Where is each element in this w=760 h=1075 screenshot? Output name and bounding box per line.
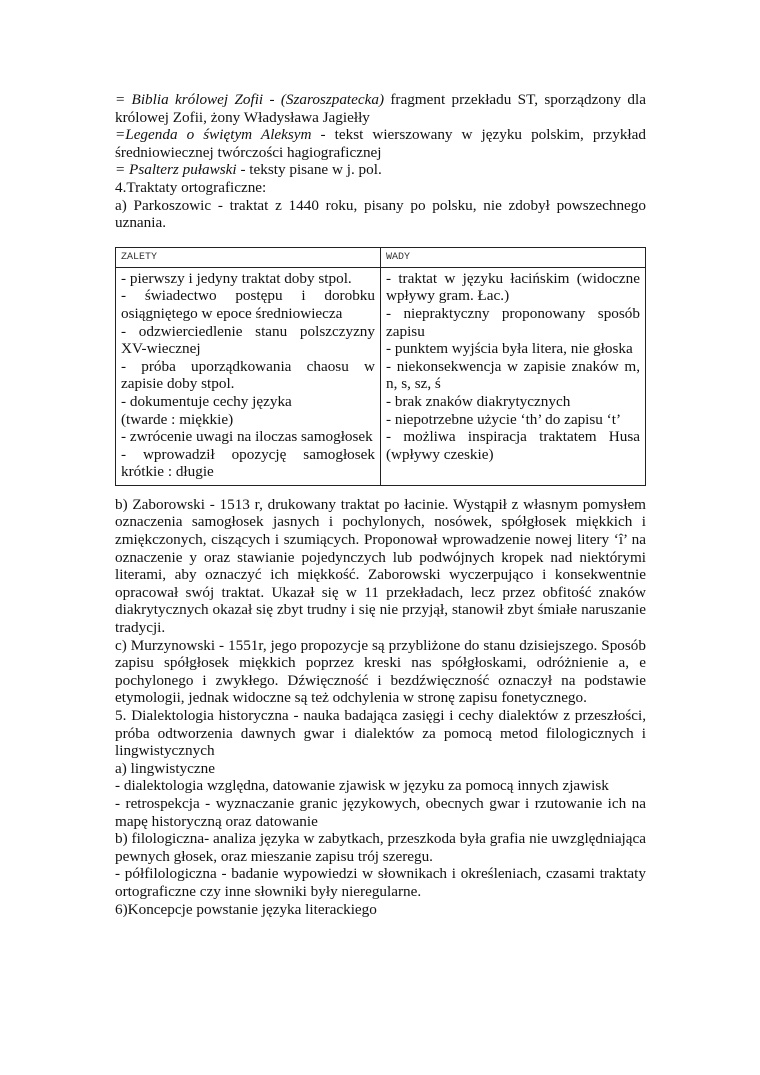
pros-cons-table	[115, 247, 646, 486]
list-item: - świadectwo postępu i dorobku osiągniętego w epoce średniowiecza	[121, 287, 375, 322]
header-zalety: ZALETY	[116, 247, 381, 267]
list-item: - niepotrzebne użycie ‘th’ do zapisu ‘t’	[386, 410, 622, 428]
list-item: - zwrócenie uwagi na iloczas samogłosek	[121, 428, 373, 446]
paragraph-b-zaborowski: b) Zaborowski - 1513 r, drukowany traktat po łacinie. Wystąpił z własnym pomysłem oznaczenia samogłosek jasnych i pochylonych, nosówek, spółgłosek miękkich i zmiękczonych, ciszących i szumiących. Proponował wprowadzenie nowej litery ‘î’ na oznaczenie y oraz stawianie pojedynczych lub podwójnych kropek nad niektórymi literami, aby oznaczyć ich miękkość. Zaborowski wyczerpująco i konsekwentnie opracował swój traktat. Ukazał się w 11 przekładach, lecz przez obfitość znaków diakrytycznych okazał się zbyt trudny i się nie przyjął, stanowił zbyt śmiałe naruszanie tradycji.	[115, 495, 646, 637]
list-item: - traktat w języku łacińskim (widoczne wpływy gram. Łac.)	[386, 269, 640, 305]
list-item: - wprowadził opozycję samogłosek krótkie : długie	[121, 445, 375, 481]
list-item: - dokumentuje cechy języka	[121, 392, 292, 410]
list-item: (twarde : miękkie)	[121, 410, 234, 428]
heading-6-koncepcje: 6)Koncepcje powstanie języka literackiego	[115, 900, 377, 918]
paragraph-filologiczna: b) filologiczna- analiza języka w zabytkach, przeszkoda była grafia nie uwzględniająca pewnych głosek, oraz mieszanie zapisu trój szeregu.	[115, 830, 646, 865]
paragraph-a: a) Parkoszowic - traktat z 1440 roku, pisany po polsku, nie zdobył powszechnego uznania.	[115, 196, 646, 232]
paragraph-polfilologiczna: - półfilologiczna - badanie wypowiedzi w słownikach i określeniach, czasami traktaty ortograficzne czy inne słowniki były nieregularne.	[115, 865, 646, 900]
heading-4: 4.Traktaty ortograficzne:	[115, 178, 267, 196]
list-item: - brak znaków diakrytycznych	[386, 392, 571, 410]
list-item: - próba uporządkowania chaosu w zapisie doby stpol.	[121, 357, 375, 393]
intro-line-3: = Psalterz puławski - teksty pisane w j. pol.	[115, 161, 382, 179]
paragraph-retrospekcja: - retrospekcja - wyznaczanie granic językowych, obecnych gwar i rzutowanie ich na mapę historyczną oraz datowanie	[115, 794, 646, 830]
paragraph-c-murzynowski: c) Murzynowski - 1551r, jego propozycje są przybliżone do stanu dzisiejszego. Sposób zapisu spółgłosek miękkich poprzez kreski nas spółgłoskami, odróżnienie a, e pochylonego i zwykłego. Dźwięczność i bezdźwięczność oznaczył na podstawie etymologii, jednak widoczne są też odchylenia w stronę zapisu fonetycznego.	[115, 636, 646, 707]
intro-line-2: =Legenda o świętym Aleksym - tekst wierszowany w języku polskim, przykład średniowiecznej twórczości hagiograficznej	[115, 126, 646, 161]
list-item: - niepraktyczny proponowany sposób zapisu	[386, 304, 640, 340]
table-header-row	[116, 247, 646, 267]
list-item: - punktem wyjścia była litera, nie głoska	[386, 340, 633, 358]
intro-line-1: = Biblia królowej Zofii - (Szaroszpatecka) fragment przekładu ST, sporządzony dla królowej Zofii, żony Władysława Jagiełły	[115, 91, 646, 126]
heading-5-dialektologia: 5. Dialektologia historyczna - nauka badająca zasięgi i cechy dialektów z przeszłości, próba odtworzenia dawnych gwar i dialektów za pomocą metod filologicznych i lingwistycznych	[115, 707, 646, 760]
paragraph-dialektologia-wzgledna: - dialektologia względna, datowanie zjawisk w języku za pomocą innych zjawisk	[115, 777, 609, 795]
list-item: - możliwa inspiracja traktatem Husa (wpływy czeskie)	[386, 428, 640, 463]
header-wady: WADY	[381, 247, 646, 267]
wady-cell	[381, 267, 646, 485]
document-page	[115, 91, 646, 918]
list-item: - niekonsekwencja w zapisie znaków m, n, s, sz, ś	[386, 357, 640, 393]
list-item: - pierwszy i jedyny traktat doby stpol.	[121, 269, 352, 287]
paragraph-lingwistyczne: a) lingwistyczne	[115, 759, 215, 777]
zalety-cell	[116, 267, 381, 485]
table-row	[116, 267, 646, 485]
list-item: - odzwierciedlenie stanu polszczyzny XV-wiecznej	[121, 322, 375, 358]
